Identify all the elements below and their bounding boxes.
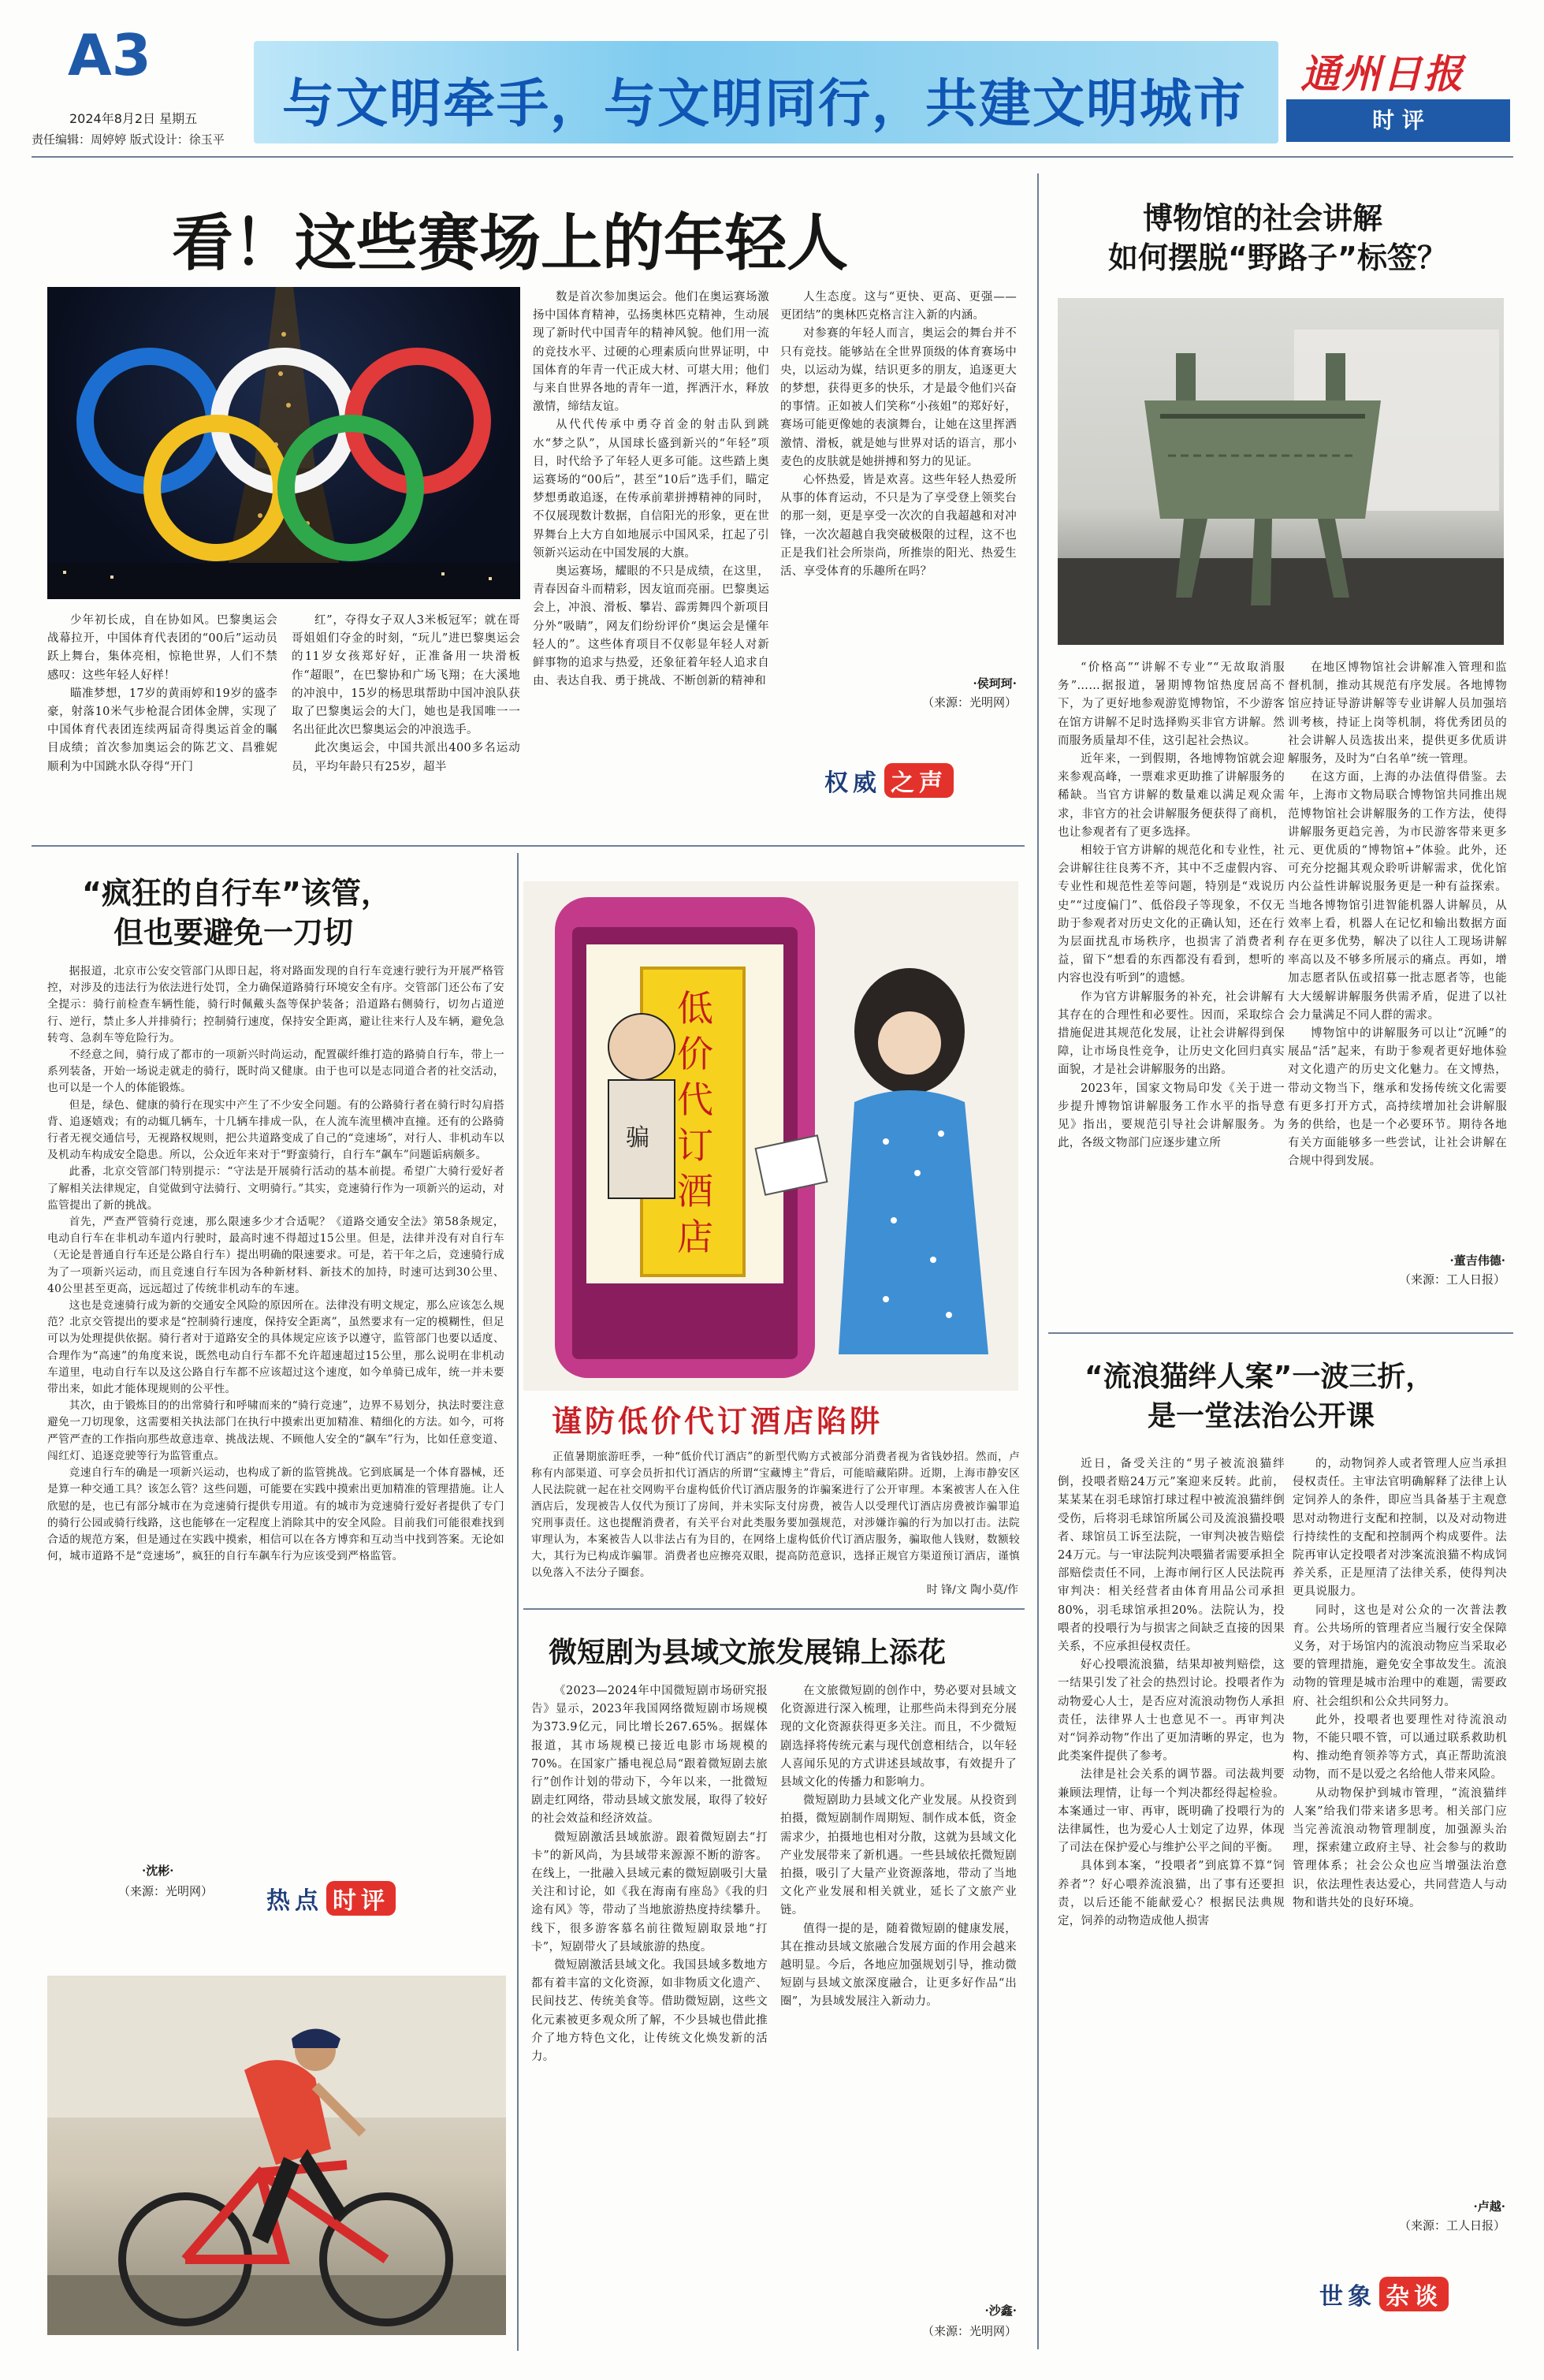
museum-para: 在地区博物馆社会讲解准入管理和监督机制，推动其规范有序发展。各地博物馆应持证导游讲解等专业讲解人员加强培训考核，持证上岗等机制，将优秀团员的社会讲解人员选拔出来，提供更多优质讲解服务，及时为“白名单”统一管理。 — [1288, 661, 1507, 766]
cat-para: 同时，这也是对公众的一次普法教育。公共场所的管理者应当履行安全保障义务，对于场馆内的流浪动物应当采取必要的管理措施，避免安全事故发生。流浪动物的管理是城市治理中的难题，需要政府、社会组织和公众共同努力。 — [1293, 1603, 1507, 1708]
olympics-para: 从代代传承中勇夺首金的射击队到跳水“梦之队”，从国球长盛到新兴的“年轻”项目，时代给予了年轻人更多可能。这些踏上奥运赛场的“00后”，甚至“10后”选手们，瞄定梦想勇敢追逐，在传承前辈拼搏精神的同时，不仅展现数计数据，自信阳光的形象，更在世界舞台上大方自如地展示中国风采，扛起了引领新兴运动在中国发展的大旗。 — [533, 419, 769, 560]
olympic-rings-photo — [47, 287, 520, 599]
olympics-para: 奥运赛场，耀眼的不只是成绩，在这里，青春因奋斗而精彩，因友谊而亮丽。巴黎奥运会上，冲浪、滑板、攀岩、霹雳舞四个新项目分外“吸睛”，网友们纷纷评价“奥运会是懂年轻人的”。这些体育项目不仅彰显年轻人对新鲜事物的追求与热爱，还象征着年轻人追求自由、表达自我、勇于挑战、不断创新的精神和 — [533, 565, 769, 688]
bike-para: 竞速自行车的确是一项新兴运动，也构成了新的监管挑战。它到底属是一个体育器械，还是算一种交通工具？该怎么管？这些问题，可能要在实践中摸索出更加精准的管理措施。让人欣慰的是，也已有部分城市在为竞速骑行提供专用道。有的城市为竞速骑行爱好者提供了专门的骑行公园或骑行线路，这也能够在一定程度上消除其中的安全风险。目前我们可能很难找到合适的规范方案，但是通过在实践中摸索，相信可以在各方博弈和互动当中找到答案。无论如何，城市道路不是“竞速场”，疯狂的自行车飙车行为应该受到严格监管。 — [47, 1466, 504, 1563]
bike-title-line2: 但也要避免一刀切 — [113, 915, 354, 950]
tag-authority-highlight: 之声 — [884, 763, 954, 798]
cartoon-title: 谨防低价代订酒店陷阱 — [552, 1404, 884, 1439]
bronze-vessel-photo — [1058, 298, 1504, 645]
museum-para: 作为官方讲解服务的补充，社会讲解有其存在的合理性和必要性。因而，采取综合措施促进其规范化发展，让社会讲解得到保障，让市场良性竞争，让历史文化回归真实面貌，才是社会讲解服务的出路。 — [1058, 990, 1285, 1077]
olympics-col-1 — [47, 612, 277, 832]
bike-para: 不经意之间，骑行成了都市的一项新兴时尚运动，配置碳纤维打造的路骑自行车，带上一系列装备，开始一场说走就走的骑行，既时尚又健康。由于也可以是志同道合者的社交活动，也可以是一个人的体能锻炼。 — [47, 1048, 504, 1095]
tag-authority-plain: 权威 — [824, 769, 881, 797]
cat-para: 具体到本案，“投喂者”到底算不算“饲养者”？好心喂养流浪猫，出了事有还要担责，以后还能不能献爱心？根据民法典规定，饲养的动物造成他人损害 — [1058, 1860, 1285, 1928]
museum-para: 在这方面，上海的办法值得借鉴。去年，上海市文物局联合博物馆共同推出规范博物馆社会讲解服务的工作方法，使得讲解服务更趋完善，为市民游客带来更多元、更优质的“博物馆+”体验。此外，还可充分挖掘其观众聆听讲解需求，优化馆内公益性讲解说服务更是一种有益探索。当地各博物馆引进智能机器人讲解员，从效率上看，机器人在记忆和输出数据方面存在更多优势，解决了以往人工现场讲解率高以及不够多所展示的痛点。再如，增加志愿者队伍或招募一批志愿者等，也能大大缓解讲解服务供需矛盾，促进了以社会力量满足不同人群的需求。 — [1288, 771, 1507, 1022]
tag-authority — [824, 763, 954, 798]
museum-title-line1: 博物馆的社会讲解 — [1143, 201, 1383, 236]
museum-byline: ·董吉伟德· — [1449, 1253, 1505, 1268]
museum-col-2 — [1288, 659, 1507, 1242]
tag-world-plain: 世象 — [1319, 2283, 1376, 2311]
cartoon-sign-text: 低价代订酒店 — [677, 987, 713, 1258]
drama-para: 微短剧助力县域文化产业发展。从投资到拍摄，微短剧制作周期短、制作成本低，资金需求少，拍摄地也相对分散，这就为县域文化产业发展带来了新机遇。一些县域依托微短剧拍摄，吸引了大量产业资源落地，带动了当地文化产业发展和相关就业，延长了文旅产业链。 — [780, 1794, 1017, 1917]
bike-source: （来源：光明网） — [118, 1884, 214, 1898]
bike-para: 此番，北京交管部门特别提示：“守法是开展骑行活动的基本前提。希望广大骑行爱好者了解相关法律规定，自觉做到守法骑行、文明骑行。”其实，竞速骑行作为一项新兴的运动，对监管提出了新的挑战。 — [47, 1165, 504, 1212]
olympics-para: 少年初长成，自在协如风。巴黎奥运会战幕拉开，中国体育代表团的“00后”运动员跃上舞台，集体亮相，惊艳世界，人们不禁感叹：这些年轻人好样！ — [47, 614, 277, 682]
olympics-para: 人生态度。这与“更快、更高、更强——更团结”的奥林匹克格言注入新的内涵。 — [780, 291, 1017, 322]
olympics-para: 此次奥运会，中国共派出400多名运动员，平均年龄只有25岁，超半 — [292, 742, 520, 773]
bike-para: 这也是竞速骑行成为新的交通安全风险的原因所在。法律没有明文规定，那么应该怎么规范？北京交管提出的要求是“控制骑行速度，保持安全距离”，虽然要求有一定的模糊性，但足可以为处理提供依据。骑行者对于道路安全的具体规定应该予以遵守，监管部门也要以适度、合理作为“高速”的角度来说，既然电动自行车都不允许超速超过15公里，那么说明在非机动车道里，电动自行车以及这公路自行车都不应该超过这个速度，如今单骑已成年，统一并未要带出来，如此才能体现规则的公平性。 — [47, 1299, 504, 1396]
cat-para: 从动物保护到城市管理，“流浪猫绊人案”给我们带来诸多思考。相关部门应当完善流浪动物管理制度，加强源头治理，探索建立政府主导、社会参与的救助管理体系；社会公众也应当增强法治意识，依法理性表达爱心，共同营造人与动物和谐共处的良好环境。 — [1293, 1786, 1507, 1909]
drama-title: 微短剧为县域文旅发展锦上添花 — [549, 1637, 947, 1669]
page-code: A3 — [68, 22, 151, 88]
drama-para: 《2023—2024年中国微短剧市场研究报告》显示，2023年我国网络微短剧市场规模为373.9亿元，同比增长267.65%。据媒体报道，其市场规模已接近电影市场规模的70%。在国家广播电视总局“跟着微短剧去旅行”创作计划的带动下，今年以来，一批微短剧走红网络，带动县域文旅发展，取得了较好的社会效益和经济效益。 — [531, 1685, 768, 1826]
museum-para: 近年来，一到假期，各地博物馆就会迎来参观高峰，一票难求更助推了讲解服务的稀缺。当官方讲解的数量难以满足观众需求，非官方的社会讲解服务便获得了商机，也让参观者有了更多选择。 — [1058, 753, 1285, 839]
bike-para: 其次，由于锻炼目的的出常骑行和呼啸而来的“骑行竞速”，边界不易划分，执法时要注意避免一刀切现象，这需要相关执法部门在执行中摸索出更加精准、精细化的方法。如今，可将严管严查的工作指向那些故意违章、挑战法规、不顾他人安全的“飙车”行为，比如任意变道、闯红灯、追逐竞驶等行为监管重点。 — [47, 1399, 504, 1462]
cyclist-photo — [47, 1976, 506, 2335]
cat-para: 法律是社会关系的调节器。司法裁判要兼顾法理情，让每一个判决都经得起检验。本案通过一审、再审，既明确了投喂行为的法律属性，也为爱心人士划定了边界，体现了司法在保护爱心与维护公平之间的平衡。 — [1058, 1768, 1285, 1855]
cat-col-2 — [1293, 1455, 1507, 2181]
drama-para: 值得一提的是，随着微短剧的健康发展，其在推动县域文旅融合发展方面的作用会越来越明显。今后，各地应加强规划引导，推动微短剧与县域文旅深度融合，让更多好作品“出圈”，为县域发展注入新动力。 — [780, 1922, 1017, 2009]
museum-col-1 — [1058, 659, 1285, 1313]
column-divider — [1037, 1340, 1039, 2349]
cat-source: （来源：工人日报） — [1398, 2218, 1505, 2233]
bike-para: 据报道，北京市公安交管部门从即日起，将对路面发现的自行车竞速行驶行为开展严格管控，对涉及的违法行为依法进行处罚，全力确保道路骑行环境安全有序。交管部门还公布了安全提示：骑行前检查车辆性能，骑行时佩戴头盔等保护装备；沿道路右侧骑行，切勿占道逆行、逆行，禁止多人并排骑行；控制骑行速度，保持安全距离，避让往来行人及车辆，避免急转弯、急刹车等危险行为。 — [47, 965, 504, 1045]
masthead-rule — [32, 156, 1513, 158]
olympics-para: 红”，夺得女子双人3米板冠军；就在哥哥姐姐们夺金的时刻，“玩儿”进巴黎奥运会的11岁女孩郑好好，正准备用一块滑板作“超眼”，在巴黎协和广场飞翔；在大溪地的冲浪中，15岁的杨思琪帮助中国冲浪队获取了巴黎奥运会的大门，她也是我国唯一一名出征此次巴黎奥运会的冲浪选手。 — [292, 614, 520, 737]
section-rule — [32, 845, 1025, 847]
cat-para: 的，动物饲养人或者管理人应当承担侵权责任。主审法官明确解释了法律上认定饲养人的条件，即应当具备基于主观意思对动物进行支配和控制，以及对动物进行持续性的支配和控制两个构成要件。法院再审认定投喂者对涉案流浪猫不构成饲养关系，正是厘清了法律关系，使得判决更具说服力。 — [1293, 1458, 1507, 1599]
cartoon-caption-text: 正值暑期旅游旺季，一种“低价代订酒店”的新型代购方式被部分消费者视为省钱妙招。然而，卢称有内部渠道、可享会员折扣代订酒店的所谓“宝藏博主”背后，可能暗藏陷阱。近期，上海市静安区人民法院就一起在社交网购平台虚构低价代订酒店服务的诈骗案进行了公开审理。本案被害人在入住酒店后，发现被告人仅代为预订了房间，并未实际支付房费，被告人以受理代订酒店房费被诈骗罪追究刑事责任。这也提醒消费者，有关平台对此类服务要加强规范，对涉嫌诈骗的行为加以打击。法院审理认为，本案被告人以非法占有为目的，在网络上虚构低价代订酒店服务，骗取他人钱财，数额较大，其行为已构成诈骗罪。消费者也应擦亮双眼，提高防范意识，选择正规官方渠道预订酒店，谨慎以免落入不法分子圈套。 — [531, 1451, 1020, 1579]
cartoon-scam-text: 骗 — [626, 1124, 649, 1152]
cat-title-line1: “流浪猫绊人案”一波三折， — [1085, 1361, 1434, 1393]
bike-para: 首先，严查严管骑行竞速，那么限速多少才合适呢？《道路交通安全法》第58条规定，电动自行车在非机动车道内行驶时，最高时速不得超过15公里。但是，法律并没有对自行车（无论是普通自行车还是公路自行车）提出明确的限速要求。可是，若干年之后，竞速骑行成为了一项新兴运动，而且竞速自行车因为各种新材料、新技术的加持，时速可达到30公里、40公里甚至更高，远远超过了传统非机动车的车速。 — [47, 1216, 504, 1295]
banner-slogan: 与文明牵手，与文明同行，共建文明城市 — [282, 73, 1247, 134]
bike-para: 但是，绿色、健康的骑行在现实中产生了不少安全问题。有的公路骑行者在骑行时勾肩搭背、追逐嬉戏；有的动辄几辆车，十几辆车排成一队，在人流车流里横冲直撞。还有的公路骑行者无视交通信号，无视路权规则，把公共道路变成了自己的“竞速场”，对行人、非机动车以及机动车构成安全隐患。所以，公众近年来对于“野蛮骑行，自行车“飙车”问题诟病颇多。 — [47, 1098, 504, 1162]
olympics-col-2 — [292, 612, 520, 832]
bike-body — [47, 963, 504, 2012]
cat-para: 好心投喂流浪猫，结果却被判赔偿，这一结果引发了社会的热烈讨论。投喂者作为动物爱心人士，是否应对流浪动物伤人承担责任，法律界人士也意见不一。再审判决对“饲养动物”作出了更加清晰的界定，也为此类案件提供了参考。 — [1058, 1659, 1285, 1764]
cat-para: 此外，投喂者也要理性对待流浪动物，不能只喂不管，可以通过联系救助机构、推动绝育领养等方式，真正帮助流浪动物，而不是以爱之名给他人带来风险。 — [1293, 1713, 1507, 1782]
tag-hot-highlight: 时评 — [326, 1881, 396, 1916]
museum-title-line2: 如何摆脱“野路子”标签？ — [1108, 240, 1447, 275]
tag-hot — [266, 1881, 396, 1916]
olympics-col-4 — [780, 289, 1017, 730]
olympics-para: 数是首次参加奥运会。他们在奥运赛场激扬中国体育精神，弘扬奥林匹克精神，生动展现了新时代中国青年的精神风貌。他们用一流的竞技水平、过硬的心理素质向世界证明，中国体育的年青一代正成大材、可堪大用；他们与来自世界各地的青年一道，挥洒汗水，释放激情，缔结友谊。 — [533, 291, 769, 414]
drama-para: 微短剧激活县域旅游。跟着微短剧去“打卡”的新风尚，为县域带来源源不断的游客。在线上，一批融入县域元素的微短剧吸引大量关注和讨论，如《我在海南有座岛》《我的归途有风》等，带动了当地旅游热度持续攀升。线下，很多游客慕名前往微短剧取景地“打卡”，短剧带火了县域旅游的热度。 — [531, 1831, 768, 1954]
hotel-scam-cartoon — [523, 881, 1018, 1391]
column-divider — [517, 853, 519, 2351]
drama-para: 微短剧激活县域文化。我国县域多数地方都有着丰富的文化资源，如非物质文化遗产、民间技艺、传统美食等。借助微短剧，这些文化元素被更多观众所了解，不少县城也借此推介了地方特色文化，让传统文化焕发新的活力。 — [531, 1959, 768, 2064]
section-rule — [1048, 1332, 1513, 1334]
drama-col-2 — [780, 1682, 1017, 2289]
museum-para: 博物馆中的讲解服务可以让“沉睡”的展品“活”起来，有助于参观者更好地体验对文化遗产的历史文化魅力。在文博热，带动文物当下，继承和发扬传统文化需要有更多打开方式，高持续增加社会讲解服务的供给，也是一个必要环节。期待各地有关方面能够多一些尝试，让社会讲解在合规中得到发展。 — [1288, 1027, 1507, 1168]
olympics-para: 瞄准梦想，17岁的黄雨婷和19岁的盛李豪，射落10米气步枪混合团体金牌，实现了中国体育代表团连续两届奇得奥运首金的瞩目成绩；首次参加奥运会的陈艺文、昌雅妮顺利为中国跳水队夺得“开门 — [47, 687, 277, 773]
section-rule — [523, 1608, 1025, 1610]
drama-para: 在文旅微短剧的创作中，势必要对县域文化资源进行深入梳理，让那些尚未得到充分展现的文化资源获得更多关注。而且，不少微短剧选择将传统元素与现代创意相结合，以年轻人喜闻乐见的方式讲述县域故事，有效提升了县域文化的传播力和影响力。 — [780, 1685, 1017, 1790]
drama-source: （来源：光明网） — [921, 2324, 1017, 2338]
column-divider — [1037, 173, 1039, 1340]
bike-byline: ·沈彬· — [142, 1864, 174, 1878]
section-label: 时 评 — [1286, 99, 1510, 142]
olympics-para: 心怀热爱，皆是欢喜。这些年轻人热爱所从事的体育运动，不只是为了享受登上领奖台的那一刻，更是享受一次次的自我超越和对冲锋，一次次超越自我突破极限的过程，这不也正是我们社会所崇尚，所推崇的阳光、热爱生活、享受体育的乐趣所在吗？ — [780, 474, 1017, 579]
olympics-title: 看！这些赛场上的年轻人 — [172, 208, 849, 279]
museum-source: （来源：工人日报） — [1398, 1272, 1505, 1287]
banner — [254, 41, 1278, 143]
cat-col-1 — [1058, 1455, 1285, 2354]
tag-hot-plain: 热点 — [266, 1887, 323, 1915]
newspaper-logo: 通州日报 — [1300, 50, 1464, 97]
cat-byline: ·卢越· — [1473, 2199, 1505, 2214]
olympics-col-3 — [533, 289, 769, 832]
bike-title-line1: “疯狂的自行车”该管， — [82, 876, 391, 911]
cat-para: 近日，备受关注的“男子被流浪猫绊倒，投喂者赔24万元”案迎来反转。此前，某某某在羽毛球馆打球过程中被流浪猫绊倒受伤，后将羽毛球馆所属公司及流浪猫投喂者、球馆员工诉至法院，一审判决被告赔偿24万元。与一审法院判决喂猫者需要承担全部赔偿责任不同，上海市闸行区人民法院再审判决：相关经营者由体育用品公司承担80%，羽毛球馆承担20%。法院认为，投喂者的投喂行为与损害之间缺乏直接的因果关系，不应承担侵权责任。 — [1058, 1458, 1285, 1654]
olympics-byline: ·侯珂珂· — [973, 676, 1017, 691]
cartoon-credit: 时 锋/文 陶小莫/作 — [926, 1584, 1018, 1596]
tag-world — [1319, 2277, 1449, 2311]
museum-para: 相较于官方讲解的规范化和专业性，社会讲解往往良莠不齐，其中不乏虚假内容、专业性和规范性差等问题，特别是“戏说历史”“过度偏门”、低俗段子等现象，不仅无助于参观者对历史文化的正确认知，还在行为层面扰乱市场秩序，也损害了消费者利益，留下“想看的东西都没有看到，想听的内容也没有听到”的遗憾。 — [1058, 844, 1285, 985]
editors-line: 责任编辑：周婷婷 版式设计：徐玉平 — [32, 132, 225, 147]
tag-world-highlight: 杂谈 — [1379, 2277, 1449, 2311]
issue-date: 2024年8月2日 星期五 — [69, 111, 198, 126]
museum-para: 2023年，国家文物局印发《关于进一步提升博物馆讲解服务工作水平的指导意见》指出，要规范引导社会讲解服务。为此，各级文物部门应逐步建立所 — [1058, 1082, 1285, 1150]
drama-byline: ·沙鑫· — [984, 2304, 1017, 2318]
olympics-para: 对参赛的年轻人而言，奥运会的舞台并不只有竞技。能够站在全世界顶级的体育赛场中央，以运动为媒，结识更多的朋友，追逐更大的梦想，获得更多的快乐，才是最令他们兴奋的事情。正如被人们笑称“小孩姐”的郑好好，赛场可能更像她的表演舞台，让她在这里挥洒激情、滑板，就是她与世界对话的语言，那小麦色的皮肤就是她拼搏和努力的见证。 — [780, 327, 1017, 468]
drama-col-1 — [531, 1682, 768, 2352]
olympics-source: （来源：光明网） — [921, 695, 1017, 710]
museum-para: “价格高”“讲解不专业”“无故取消服务”……据报道，暑期博物馆热度居高不下，为了更好地参观游览博物馆，不少游客在馆方讲解不足时选择购买非官方讲解。然而服务质量却不佳，这引起社会热议。 — [1058, 661, 1285, 747]
cat-title-line2: 是一堂法治公开课 — [1148, 1400, 1375, 1432]
